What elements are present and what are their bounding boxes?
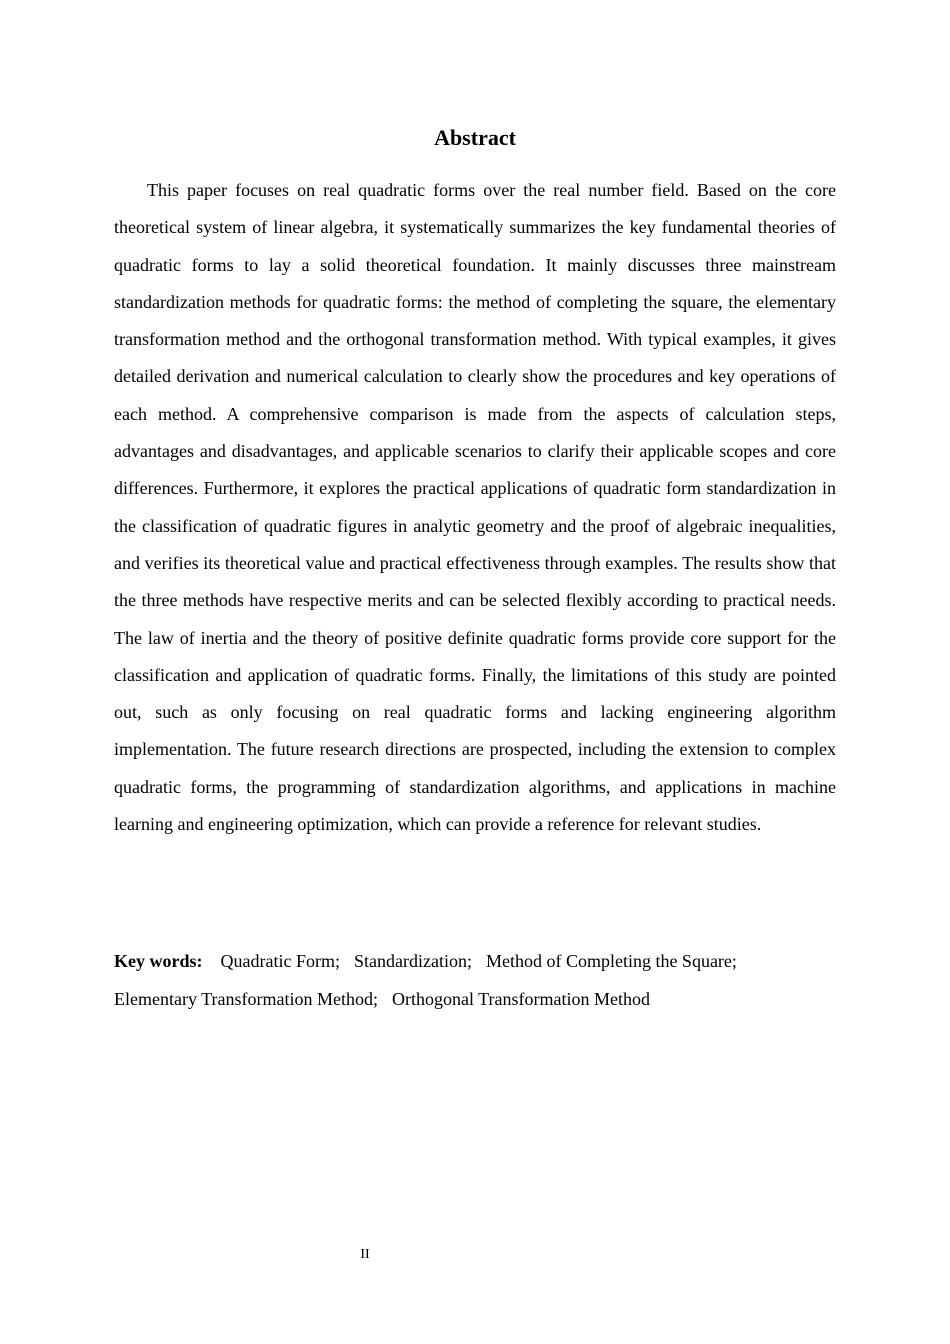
keyword-item: Quadratic Form; <box>220 951 340 971</box>
keyword-item: Method of Completing the Square; <box>485 951 737 971</box>
page-number: II <box>360 1247 370 1262</box>
keywords-section <box>114 942 836 1018</box>
keyword-item: Orthogonal Transformation Method <box>391 989 650 1009</box>
abstract-body: This paper focuses on real quadratic forms over the real number field. Based on the core theoretical system of linear algebra, it systematically summarizes the key fundamental theories of quadratic forms to lay a solid theoretical foundation. It mainly discusses three mainstream standardization methods for quadratic forms: the method of completing the square, the elementary transformation method and the orthogonal transformation method. With typical examples, it gives detailed derivation and numerical calculation to clearly show the procedures and key operations of each method. A comprehensive comparison is made from the aspects of calculation steps, advantages and disadvantages, and applicable scenarios to clarify their applicable scopes and core differences. Furthermore, it explores the practical applications of quadratic form standardization in the classification of quadratic figures in analytic geometry and the proof of algebraic inequalities, and verifies its theoretical value and practical effectiveness through examples. The results show that the three methods have respective merits and can be selected flexibly according to practical needs. The law of inertia and the theory of positive definite quadratic forms provide core support for the classification and application of quadratic forms. Finally, the limitations of this study are pointed out, such as only focusing on real quadratic forms and lacking engineering algorithm implementation. The future research directions are prospected, including the extension to complex quadratic forms, the programming of standardization algorithms, and applications in machine learning and engineering optimization, which can provide a reference for relevant studies. <box>114 180 836 835</box>
keyword-item: Standardization; <box>353 951 472 971</box>
abstract-title: Abstract <box>434 125 516 150</box>
keyword-item: Elementary Transformation Method; <box>114 989 378 1009</box>
keywords-label: Key words: <box>114 951 203 971</box>
